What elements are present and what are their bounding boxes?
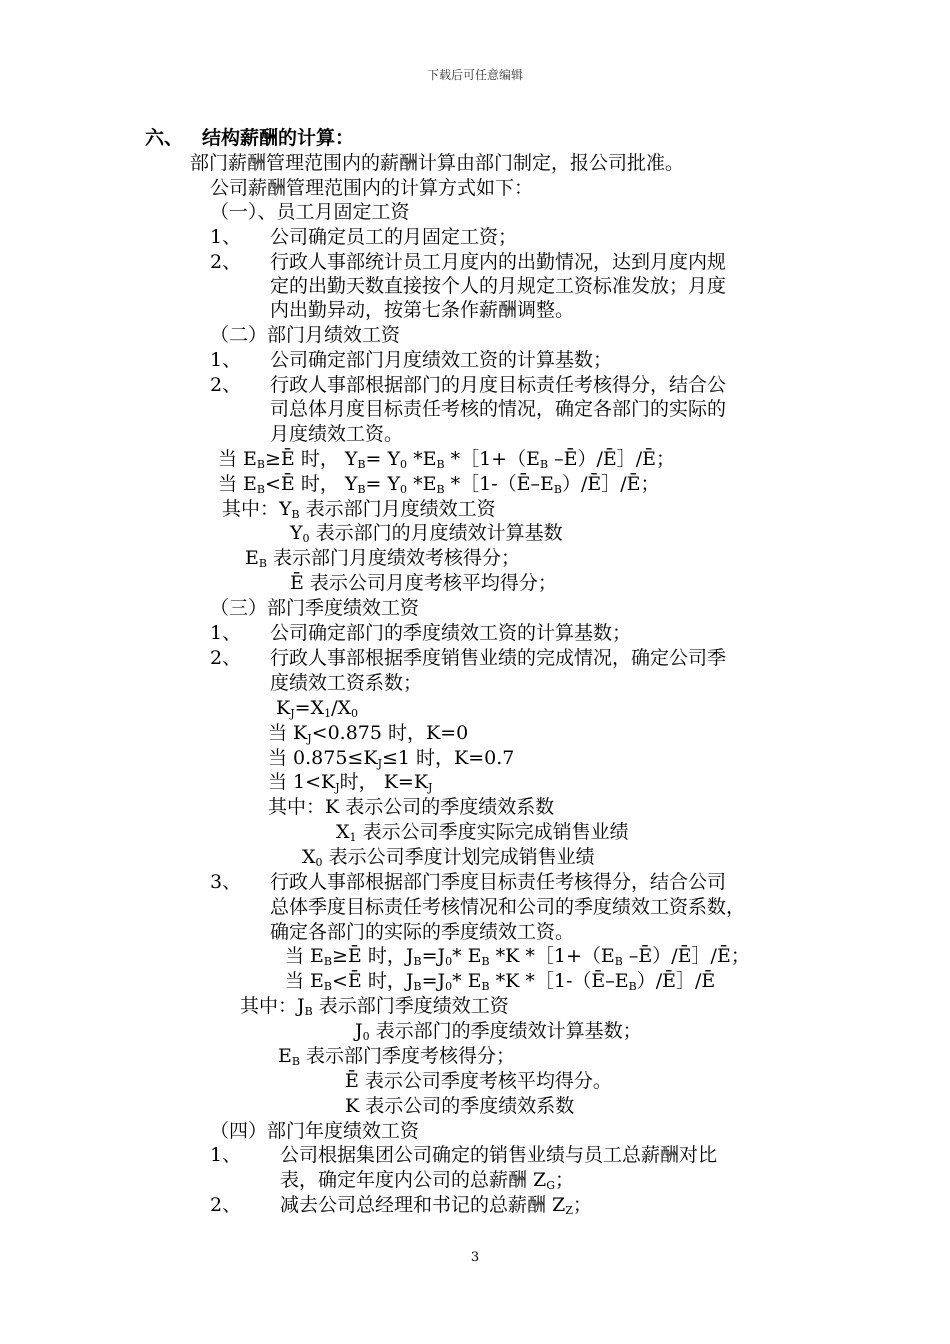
definition: $E_B$ 表示部门季度考核得分；: [278, 1045, 516, 1068]
subsection-4-heading: （四）部门年度绩效工资: [210, 1120, 420, 1142]
formula-k: 当 $0.875\le K_J\le 1$ 时，K=0.7: [268, 747, 515, 770]
list-number: 1、: [210, 349, 242, 371]
list-number: 1、: [210, 1144, 242, 1166]
section-title: 结构薪酬的计算：: [202, 127, 355, 149]
list-number: 1、: [210, 226, 242, 248]
list-number: 2、: [210, 251, 242, 273]
definition: $X_0$ 表示公司季度计划完成销售业绩: [302, 846, 595, 869]
list-item: 行政人事部统计员工月度内的出勤情况，达到月度内规: [270, 251, 727, 273]
subsection-3-heading: （三）部门季度绩效工资: [210, 597, 420, 619]
formula-k: 当 $1<K_J$时， $K=K_J$: [268, 771, 433, 794]
list-item-continuation: 表，确定年度内公司的总薪酬 $Z_G$；: [280, 1169, 575, 1192]
definition: $E_B$ 表示部门月度绩效考核得分；: [245, 547, 521, 570]
list-item: 公司确定员工的月固定工资；: [270, 226, 518, 248]
page-number: 3: [470, 1250, 480, 1265]
list-item: 行政人事部根据部门的月度目标责任考核得分，结合公: [270, 374, 727, 396]
list-item-continuation: 总体季度目标责任考核情况和公司的季度绩效工资系数，: [270, 896, 746, 918]
list-item-continuation: 司总体月度目标责任考核的情况，确定各部门的实际的: [270, 398, 727, 420]
definition: 其中：K 表示公司的季度绩效系数: [268, 796, 555, 818]
list-item: 减去公司总经理和书记的总薪酬 $Z_Z$；: [280, 1194, 592, 1217]
formula-1: 当 $E_B\ge Ē$ 时， $Y_B= Y_0$ $*E_B$ $*[1+(E_B$ –Ē）/Ē］/Ē；: [218, 448, 676, 471]
definition: Ē 表示公司季度考核平均得分。: [345, 1070, 612, 1092]
list-number: 1、: [210, 622, 242, 644]
list-number: 2、: [210, 374, 242, 396]
formula-k: $K_J=X_1/X_0$: [276, 697, 359, 720]
intro-line-2: 公司薪酬管理范围内的计算方式如下：: [210, 177, 534, 199]
formula-1: 当 $E_B\ge Ē$ 时，$J_B=J_0*$ $E_B$ *K $*[1+(E_B$ –Ē）/Ē］/Ē；: [285, 945, 750, 968]
definition: 其中：$Y_B$ 表示部门月度绩效工资: [222, 498, 496, 521]
list-item: 行政人事部根据部门季度目标责任考核得分，结合公司: [270, 871, 727, 893]
list-item: 公司根据集团公司确定的销售业绩与员工总薪酬对比: [280, 1144, 718, 1166]
list-item: 公司确定部门的季度绩效工资的计算基数；: [270, 622, 632, 644]
definition: K 表示公司的季度绩效系数: [345, 1095, 575, 1117]
formula-k: 当 $K_J<0.875$ 时，K=0: [268, 722, 469, 745]
definition: $J_0$ 表示部门的季度绩效计算基数；: [355, 1020, 642, 1043]
list-number: 3、: [210, 871, 242, 893]
formula-2: 当 $E_B<Ē$ 时，$J_B=J_0*$ $E_B$ *K $*[1-(Ē-E_B)/Ē]/Ē$: [285, 970, 716, 993]
page-header: 下载后可任意编辑: [426, 68, 523, 82]
list-number: 2、: [210, 1194, 242, 1216]
definition: $X_1$ 表示公司季度实际完成销售业绩: [336, 821, 629, 844]
list-number: 2、: [210, 647, 242, 669]
list-item-continuation: 月度绩效工资。: [270, 423, 404, 445]
intro-line-1: 部门薪酬管理范围内的薪酬计算由部门制定，报公司批准。: [190, 152, 685, 174]
definition: Ē 表示公司月度考核平均得分；: [290, 572, 557, 594]
list-item-continuation: 确定各部门的实际的季度绩效工资。: [270, 921, 575, 943]
subsection-2-heading: （二）部门月绩效工资: [210, 324, 401, 346]
definition: 其中：$J_B$ 表示部门季度绩效工资: [240, 995, 509, 1018]
list-item-continuation: 度绩效工资系数；: [270, 672, 423, 694]
formula-2: 当 $E_B<Ē$ 时， $Y_B= Y_0$ $*E_B$ $*[1-(Ē-E_B)/Ē]/Ē$；: [218, 473, 660, 496]
list-item-continuation: 定的出勤天数直接按个人的月规定工资标准发放；月度: [270, 275, 727, 297]
list-item-continuation: 内出勤异动，按第七条作薪酬调整。: [270, 299, 575, 321]
subsection-1-heading: （一）、员工月固定工资: [210, 201, 410, 223]
section-number: 六、: [145, 127, 184, 149]
definition: $Y_0$ 表示部门的月度绩效计算基数: [290, 522, 563, 545]
list-item: 行政人事部根据季度销售业绩的完成情况，确定公司季: [270, 647, 727, 669]
list-item: 公司确定部门月度绩效工资的计算基数；: [270, 349, 613, 371]
